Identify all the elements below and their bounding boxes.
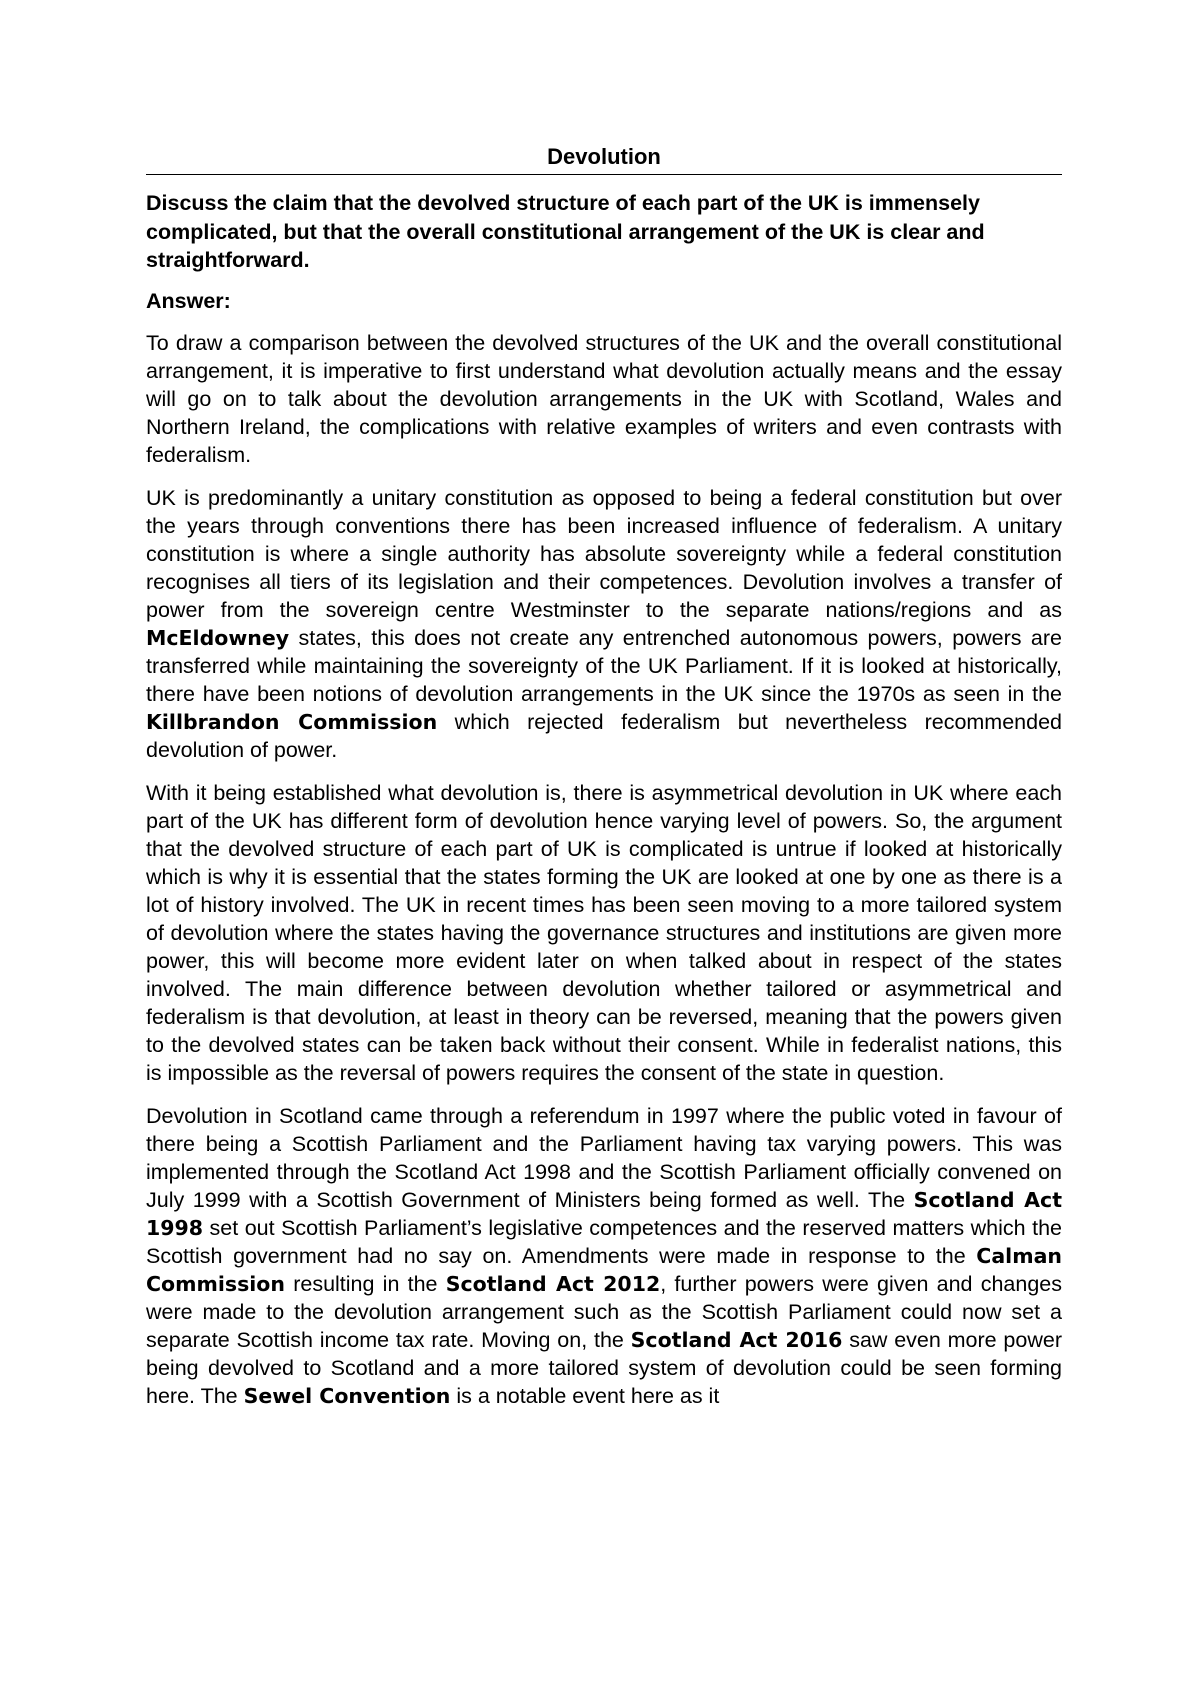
- text-segment: which rejected federalism but nevertheless recommended devolution of power.: [146, 709, 1063, 762]
- bold-reference: Scotland Act 2016: [630, 1327, 843, 1352]
- text-segment: With it being established what devolution is, there is asymmetrical devolution in UK where each part of the UK has different form of devolution hence varying level of powers. So, the argument that the devolved structure of each part of UK is complicated is untrue if looked at historically which is why it is essential that the states forming the UK are looked at one by one as there is a lot of history involved. The UK in recent times has been seen moving to a more tailored system of devolution where the states having the governance structures and institutions are given more power, this will become more evident later on when talked about in respect of the states involved. The main difference between devolution whether tailored or asymmetrical and federalism is that devolution, at least in theory can be reversed, meaning that the powers given to the devolved states can be taken back without their consent. While in federalist nations, this is impossible as the reversal of powers requires the consent of the state in question.: [146, 780, 1062, 1085]
- text-segment: resulting in the: [285, 1271, 446, 1296]
- bold-reference: Sewel Convention: [243, 1383, 451, 1408]
- text-segment: states, this does not create any entrenched autonomous powers, powers are transferred while maintaining the sovereignty of the UK Parliament. If it is looked at historically, there have been notions of devolution arrangements in the UK since the 1970s as seen in the: [146, 625, 1062, 706]
- essay-question: Discuss the claim that the devolved structure of each part of the UK is immensely complicated, but that the overall constitutional arrangement of the UK is clear and straightforward.: [146, 191, 985, 272]
- document-page: [146, 142, 1062, 1410]
- text-segment: Devolution in Scotland came through a referendum in 1997 where the public voted in favour of there being a Scottish Parliament and the Parliament having tax varying powers. This was implemented through the Scotland Act 1998 and the Scottish Parliament officially convened on July 1999 with a Scottish Government of Ministers being formed as well. The: [146, 1103, 1062, 1212]
- bold-reference: Killbrandon Commission: [146, 709, 438, 734]
- bold-reference: Scotland Act 1998: [146, 1187, 1063, 1240]
- text-segment: UK is predominantly a unitary constitution as opposed to being a federal constitution but over the years through conventions there has been increased influence of federalism. A unitary constitution is where a single authority has absolute sovereignty while a federal constitution recognises all tiers of its legislation and their competences. Devolution involves a transfer of power from the sovereign centre Westminster to the separate nations/regions and as: [146, 485, 1062, 622]
- body-paragraph: [146, 484, 1062, 764]
- text-segment: saw even more power being devolved to Scotland and a more tailored system of devolution could be seen forming here. The: [146, 1327, 1062, 1408]
- answer-label: Answer:: [146, 288, 231, 313]
- text-segment: is a notable event here as it: [450, 1383, 720, 1408]
- document-title: Devolution: [146, 142, 1062, 175]
- text-segment: , further powers were given and changes were made to the devolution arrangement such as the Scottish Parliament could now set a separate Scottish income tax rate. Moving on, the: [146, 1271, 1062, 1352]
- bold-reference: McEldowney: [146, 625, 290, 650]
- answer-body: [146, 329, 1062, 1410]
- bold-reference: Scotland Act 2012: [445, 1271, 661, 1296]
- body-paragraph: [146, 329, 1062, 469]
- bold-reference: Calman Commission: [146, 1243, 1062, 1296]
- body-paragraph: [146, 779, 1062, 1087]
- text-segment: To draw a comparison between the devolved structures of the UK and the overall constitutional arrangement, it is imperative to first understand what devolution actually means and the essay will go on to talk about the devolution arrangements in the UK with Scotland, Wales and Northern Ireland, the complications with relative examples of writers and even contrasts with federalism.: [146, 330, 1062, 467]
- text-segment: set out Scottish Parliament’s legislative competences and the reserved matters which the Scottish government had no say on. Amendments were made in response to the: [146, 1215, 1062, 1268]
- body-paragraph: [146, 1102, 1062, 1410]
